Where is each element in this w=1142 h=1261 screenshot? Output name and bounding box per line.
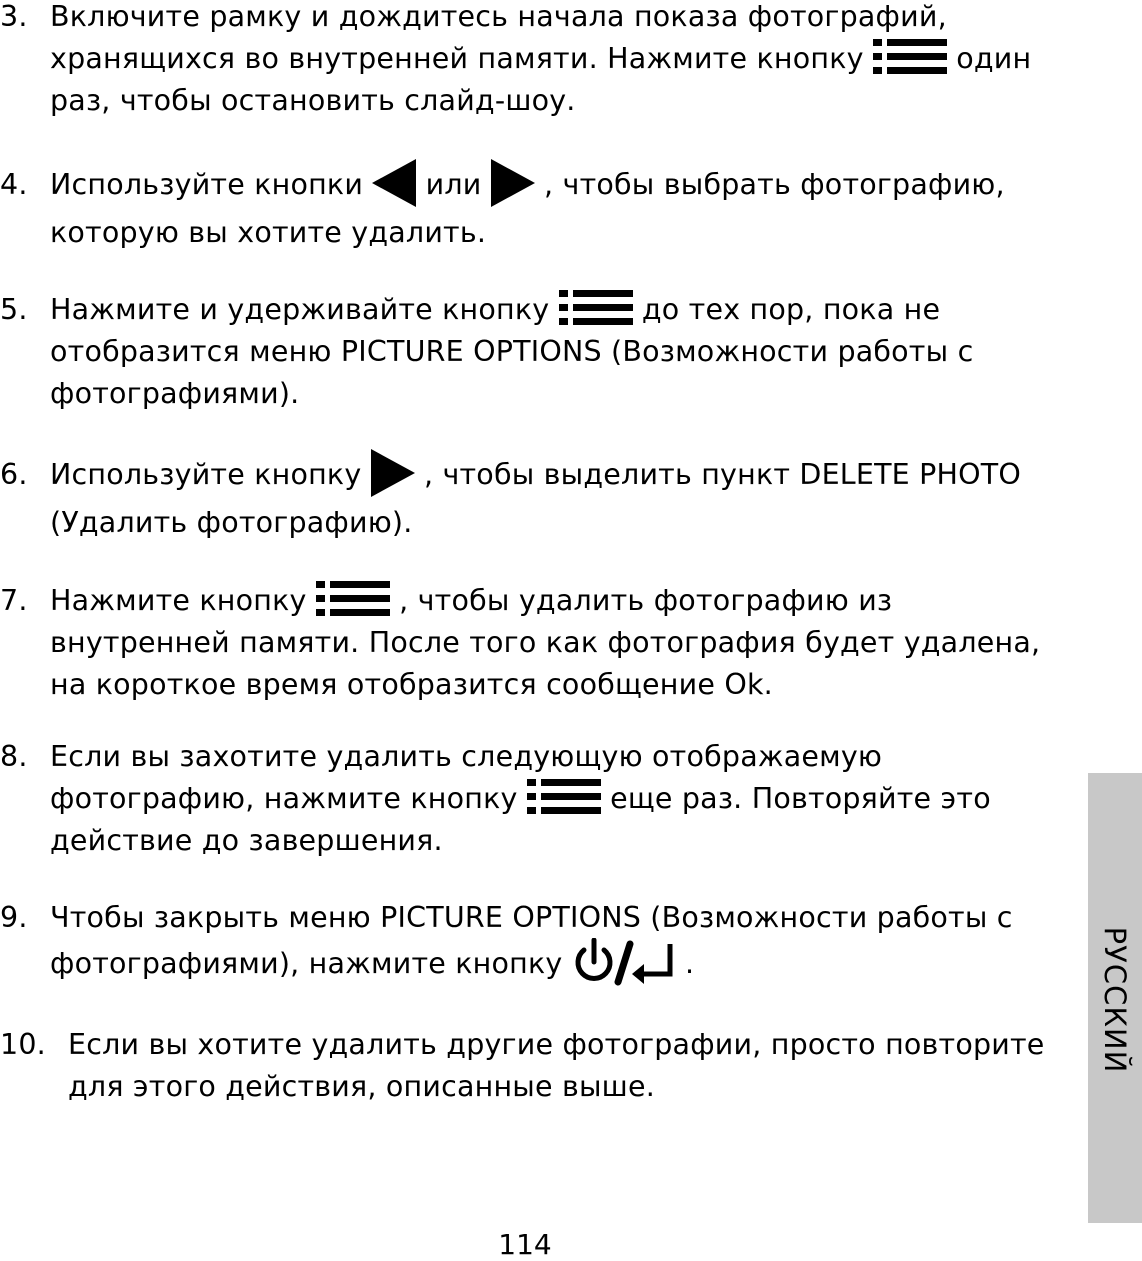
step-7 (0, 580, 1070, 706)
menu-list-icon (527, 779, 601, 815)
step-text: до тех пор, пока не отобразится меню PICTURE OPTIONS (Возможности работы с фотографиями). (50, 293, 974, 410)
step-5 (0, 289, 1070, 415)
step-text: Нажмите кнопку (50, 584, 307, 617)
step-text: Если вы хотите удалить другие фотографии, просто повторите для этого действия, описанные выше. (68, 1028, 1045, 1103)
page-number: 114 (498, 1228, 552, 1261)
step-text: Включите рамку и дождитесь начала показа фотографий, хранящихся во внутренней памяти. Нажмите кнопку (50, 0, 947, 75)
step-text: Нажмите и удерживайте кнопку (50, 293, 550, 326)
step-8 (0, 736, 1070, 862)
step-number: 4. (0, 168, 28, 201)
step-number: 6. (0, 458, 28, 491)
step-text: Чтобы закрыть меню PICTURE OPTIONS (Возможности работы с фотографиями), нажмите кнопку (50, 901, 1013, 980)
step-text: еще раз. Повторяйте это действие до завершения. (50, 782, 991, 857)
language-label: РУССКИЙ (1098, 926, 1132, 1074)
step-4 (0, 162, 1070, 256)
step-text: . (685, 947, 695, 980)
menu-list-icon (559, 290, 633, 326)
step-text: Используйте кнопки (50, 168, 364, 201)
step-number: 8. (0, 740, 28, 773)
step-10 (0, 1024, 1070, 1108)
step-text: один раз, чтобы остановить слайд-шоу. (50, 42, 1032, 117)
step-text: или (425, 168, 482, 201)
step-number: 10. (0, 1028, 46, 1061)
step-number: 3. (0, 0, 28, 33)
left-arrow-icon (372, 159, 416, 207)
step-number: 9. (0, 901, 28, 934)
step-6 (0, 452, 1070, 546)
step-text: , чтобы выбрать фотографию, которую вы хотите удалить. (50, 168, 1005, 249)
step-text: Используйте кнопку (50, 458, 362, 491)
menu-list-icon (873, 39, 947, 75)
step-text: , чтобы удалить фотографию из внутренней памяти. После того как фотография будет удалена, на короткое время отобразится сообщение Ok. (50, 584, 1041, 701)
step-3 (0, 0, 1070, 122)
right-arrow-icon (371, 449, 415, 497)
menu-list-icon (316, 581, 390, 617)
step-9 (0, 895, 1070, 989)
step-text: , чтобы выделить пункт DELETE PHOTO (Удалить фотографию). (50, 458, 1022, 539)
step-number: 5. (0, 293, 28, 326)
step-text: Если вы захотите удалить следующую отображаемую фотографию, нажмите кнопку (50, 740, 883, 815)
right-arrow-icon (491, 159, 535, 207)
power-enter-icon (572, 938, 676, 986)
step-number: 7. (0, 584, 28, 617)
